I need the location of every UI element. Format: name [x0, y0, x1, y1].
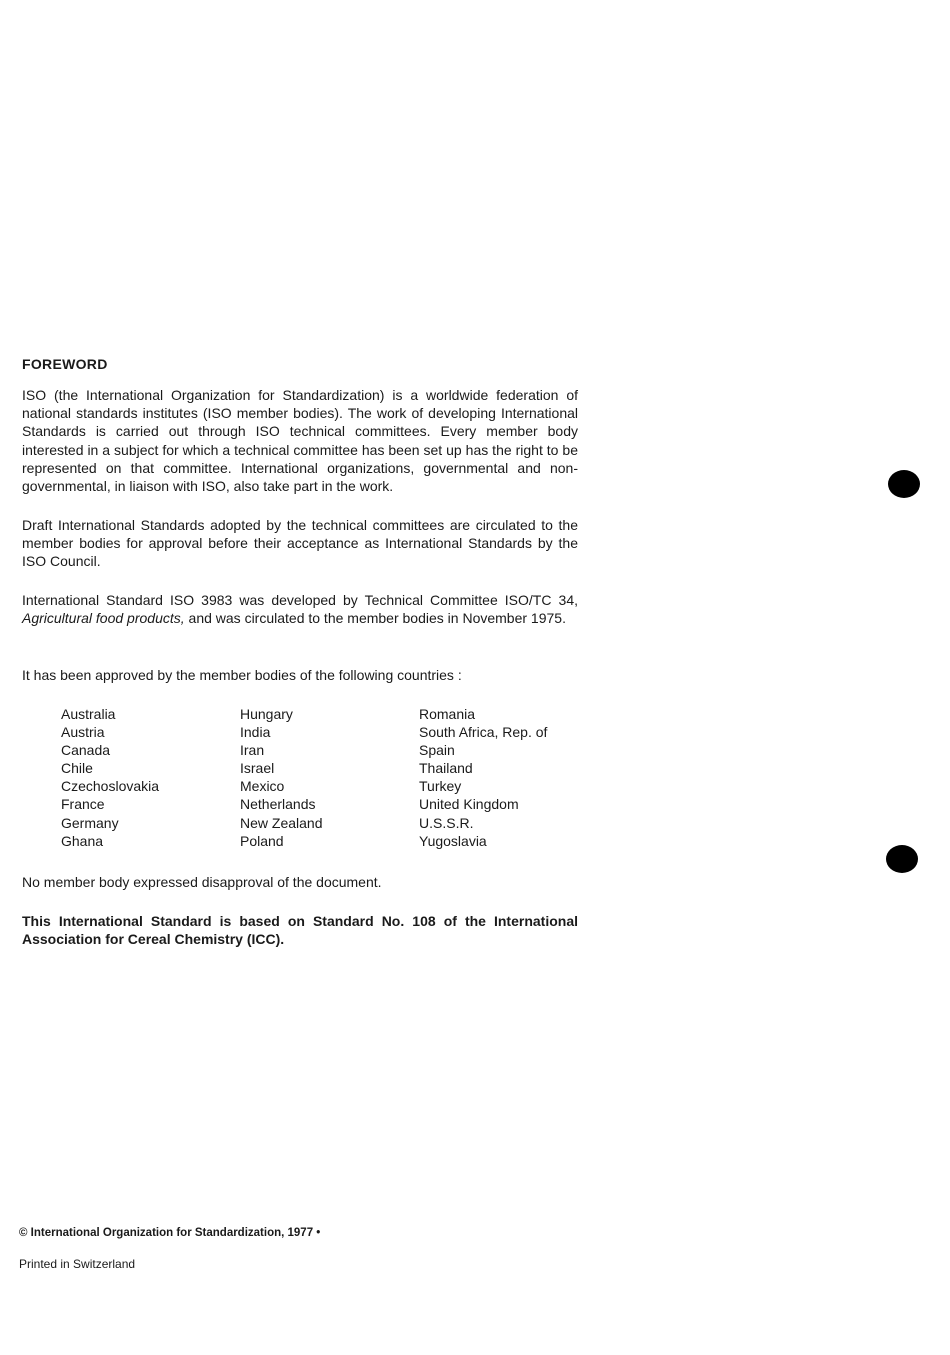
country-item: Czechoslovakia: [61, 778, 160, 795]
country-item: Israel: [240, 760, 275, 777]
paragraph-iso-description: ISO (the International Organization for Standardization) is a worldwide federation of national standards institutes (ISO member bodies). The work of developing International Standards is carried out through ISO technical committees. Every member body interested in a subject for which a technical committee has been set up has the right to be represented on that committee. International organizations, governmental and non-governmental, in liaison with ISO, also take part in the work.: [22, 387, 578, 495]
country-item: Germany: [61, 814, 119, 831]
printed-location: Printed in Switzerland: [19, 1257, 136, 1271]
paragraph-approval-intro: It has been approved by the member bodies of the following countries :: [22, 667, 462, 683]
countries-column-2: [240, 705, 415, 850]
paragraph-standard-origin: [22, 591, 578, 627]
country-item: United Kingdom: [419, 796, 519, 813]
standard-origin-text-end: and was circulated to the member bodies in November 1975.: [184, 610, 566, 627]
country-item: Mexico: [240, 778, 285, 795]
country-item: India: [240, 724, 271, 741]
country-item: Chile: [61, 760, 93, 777]
country-item: U.S.S.R.: [419, 814, 474, 831]
binder-hole: [888, 470, 920, 498]
foreword-heading: FOREWORD: [22, 356, 108, 372]
country-item: Canada: [61, 742, 111, 759]
country-item: Australia: [61, 706, 116, 722]
committee-title: Agricultural food products,: [22, 610, 185, 627]
country-item: Ghana: [61, 832, 104, 849]
country-item: Yugoslavia: [419, 832, 487, 849]
country-item: Thailand: [419, 760, 473, 777]
country-item: Netherlands: [240, 796, 316, 813]
country-item: South Africa, Rep. of: [419, 724, 548, 741]
paragraph-no-disapproval: No member body expressed disapproval of the document.: [22, 874, 382, 890]
country-item: Turkey: [419, 778, 462, 795]
countries-column-1: [61, 705, 236, 850]
copyright-notice: © International Organization for Standardization, 1977 •: [19, 1227, 321, 1239]
binder-hole: [886, 845, 918, 873]
country-item: Iran: [240, 742, 265, 759]
countries-column-3: [419, 705, 594, 850]
country-item: Austria: [61, 724, 105, 741]
paragraph-based-on-standard: This International Standard is based on Standard No. 108 of the International Association for Cereal Chemistry (ICC).: [22, 913, 578, 948]
country-item: New Zealand: [240, 814, 323, 831]
country-item: Romania: [419, 706, 476, 722]
country-item: Poland: [240, 832, 284, 849]
paragraph-draft-standards: Draft International Standards adopted by the technical committees are circulated to the member bodies for approval before their acceptance as International Standards by the ISO Council.: [22, 517, 578, 570]
country-item: Spain: [419, 742, 455, 759]
country-item: Hungary: [240, 706, 293, 722]
standard-origin-text-start: International Standard ISO 3983 was developed by Technical Committee ISO/TC 34,: [22, 592, 578, 608]
country-item: France: [61, 796, 105, 813]
